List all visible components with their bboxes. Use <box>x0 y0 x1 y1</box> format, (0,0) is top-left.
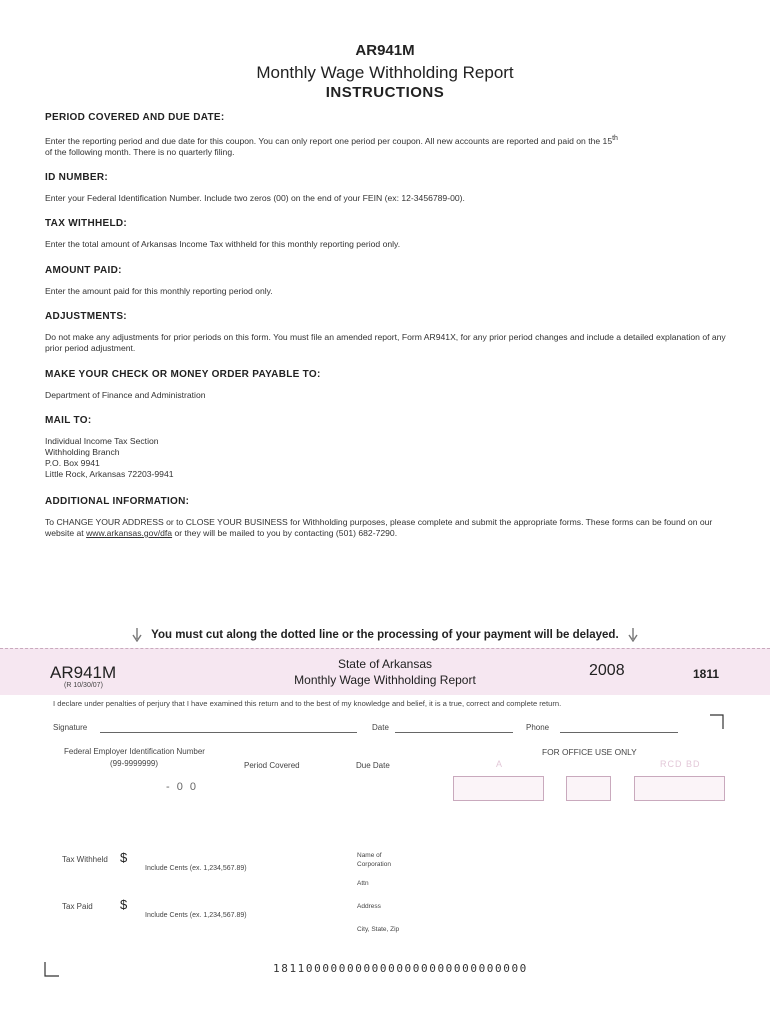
section-text: Enter the reporting period and due date for this coupon. You can only report one period per coupon. All new accounts are reported and paid on the 15th of the following month. There is no quarterly filing. <box>45 135 618 157</box>
section-heading: MAKE YOUR CHECK OR MONEY ORDER PAYABLE TO: <box>45 369 321 380</box>
corporation-label: Corporation <box>357 861 391 868</box>
perjury-declaration: I declare under penalties of perjury that I have examined this return and to the best of my knowledge and belief, it is a true, correct and complete return. <box>53 699 562 708</box>
section-heading: TAX WITHHELD: <box>45 218 128 229</box>
section-text: Enter the amount paid for this monthly reporting period only. <box>45 286 273 296</box>
coupon-form-code: AR941M <box>50 663 117 682</box>
coupon-title: Monthly Wage Withholding Report <box>294 673 476 687</box>
form-title: Monthly Wage Withholding Report <box>256 63 514 82</box>
include-cents-hint: Include Cents (ex. 1,234,567.89) <box>145 865 247 872</box>
name-of-label: Name of <box>357 852 382 859</box>
section-tax-withheld <box>45 218 735 250</box>
website-link[interactable]: www.arkansas.gov/dfa <box>86 528 173 538</box>
section-text: To CHANGE YOUR ADDRESS or to CLOSE YOUR BUSINESS for Withholding purposes, please complete and submit the appropriate forms. These forms can be found on our website at www.arkansas.gov/dfa or they will be mailed to you by contacting (501) 682-7290. <box>45 517 713 538</box>
tax-withheld-field[interactable] <box>134 850 314 864</box>
section-adjustments <box>45 311 735 354</box>
section-text: Enter the total amount of Arkansas Income Tax withheld for this monthly reporting period only. <box>45 239 401 249</box>
arrow-down-icon <box>132 628 142 642</box>
fein-label: Federal Employer Identification Number <box>64 747 205 756</box>
attn-label: Attn <box>357 880 369 887</box>
tax-paid-label: Tax Paid <box>62 902 93 911</box>
date-field[interactable] <box>395 732 513 733</box>
section-period <box>45 112 735 158</box>
tax-withheld-dollar: $ <box>120 850 128 865</box>
section-heading: AMOUNT PAID: <box>45 265 122 276</box>
instructions-heading: INSTRUCTIONS <box>325 84 445 101</box>
section-heading: ADJUSTMENTS: <box>45 311 127 322</box>
section-text: Do not make any adjustments for prior periods on this form. You must file an amended report, Form AR941X, for any prior period changes and include a detailed explanation of any prior period adjustment. <box>45 332 726 353</box>
office-use-marker-a: A <box>496 759 503 769</box>
section-heading: ID NUMBER: <box>45 172 108 183</box>
revision-date: (R 10/30/07) <box>64 682 103 689</box>
section-text: Department of Finance and Administration <box>45 390 206 400</box>
corner-mark-icon <box>709 714 725 730</box>
section-text: Enter your Federal Identification Number. Include two zeros (00) on the end of your FEIN (ex: 12-3456789-00). <box>45 193 465 203</box>
section-heading: ADDITIONAL INFORMATION: <box>45 496 190 507</box>
office-use-box-2 <box>566 776 611 801</box>
form-code-heading: AR941M <box>355 42 415 59</box>
ocr-scanline: 1811000000000000000000000000000 <box>273 962 528 975</box>
corner-mark-icon <box>44 961 60 977</box>
section-id <box>45 172 735 204</box>
office-use-label: FOR OFFICE USE ONLY <box>542 747 637 757</box>
address-label: Address <box>357 903 381 910</box>
due-date-label: Due Date <box>356 761 390 770</box>
coupon-state: State of Arkansas <box>337 657 433 671</box>
include-cents-hint: Include Cents (ex. 1,234,567.89) <box>145 912 247 919</box>
section-heading: MAIL TO: <box>45 415 92 426</box>
fein-suffix: - 0 0 <box>166 781 199 793</box>
fein-format: (99-9999999) <box>110 759 159 768</box>
office-use-marker-rcd: RCD BD <box>660 759 701 769</box>
arrow-down-icon <box>628 628 638 642</box>
section-additional <box>45 496 735 539</box>
section-amount-paid <box>45 265 735 297</box>
tax-paid-dollar: $ <box>120 897 128 912</box>
period-label: Period Covered <box>244 761 300 770</box>
signature-field[interactable] <box>100 732 357 733</box>
office-use-box-3 <box>634 776 725 801</box>
coupon-year: 2008 <box>589 662 625 679</box>
date-label: Date <box>372 723 389 732</box>
signature-label: Signature <box>53 723 88 732</box>
section-heading: PERIOD COVERED AND DUE DATE: <box>45 112 225 123</box>
mail-address: Individual Income Tax Section Withholding Branch P.O. Box 9941 Little Rock, Arkansas 72203-9941 <box>45 436 174 479</box>
tax-withheld-label: Tax Withheld <box>62 855 108 864</box>
phone-field[interactable] <box>560 732 678 733</box>
city-state-zip-label: City, State, Zip <box>357 926 400 933</box>
tax-paid-field[interactable] <box>134 897 314 911</box>
phone-label: Phone <box>526 723 550 732</box>
section-mail-to <box>45 415 735 480</box>
coupon-number: 1811 <box>693 667 720 681</box>
cut-notice: You must cut along the dotted line or the processing of your payment will be delayed. <box>0 628 770 642</box>
office-use-box-1 <box>453 776 544 801</box>
section-payable <box>45 369 735 401</box>
